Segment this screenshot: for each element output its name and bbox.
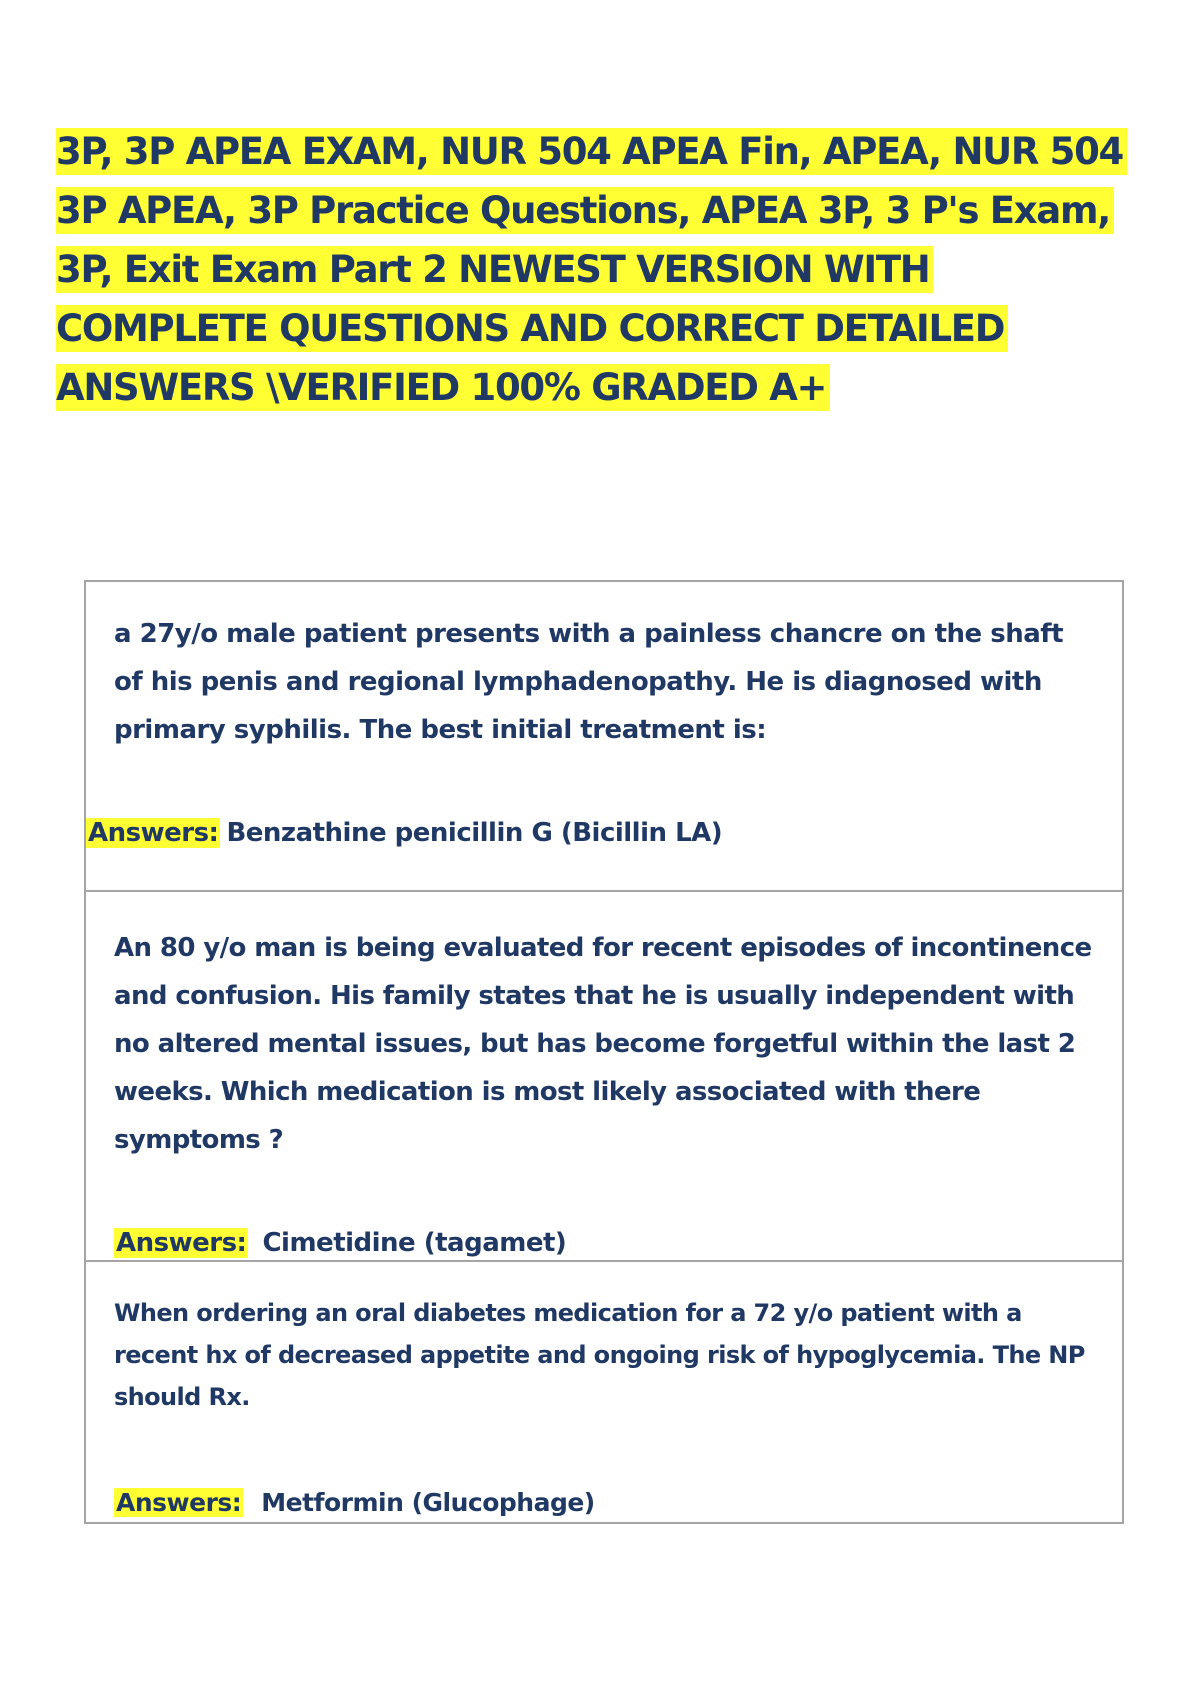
question-text: a 27y/o male patient presents with a painless chancre on the shaft of his penis and regional lymphadenopathy. He is diagnosed with primary syphilis. The best initial treatment is: [114,619,1063,745]
answer-text: Cimetidine (tagamet) [262,1228,567,1258]
answer-line [114,1486,595,1520]
qa-row [86,1260,1122,1522]
qa-row [86,890,1122,1260]
answer-label: Answers: [88,818,219,848]
answer-line [114,1226,566,1260]
qa-table [84,580,1124,1524]
answer-text: Benzathine penicillin G (Bicillin LA) [226,818,723,848]
answer-label: Answers: [116,1228,247,1258]
question-text: An 80 y/o man is being evaluated for recent episodes of incontinence and confusion. His family states that he is usually independent with no altered mental issues, but has become forgetful within the last 2 weeks. Which medication is most likely associated with there symptoms ? [114,933,1092,1155]
answer-text: Metformin (Glucophage) [261,1488,595,1517]
title-highlight: 3P, 3P APEA EXAM, NUR 504 APEA Fin, APEA, NUR 504 3P APEA, 3P Practice Questions, APEA 3P, 3 P's Exam, 3P, Exit Exam Part 2 NEWEST VERSION WITH COMPLETE QUESTIONS AND CORRECT DETAILED ANSWERS \VERIFIED 100% GRADED A+ [56,128,1127,411]
answer-line [86,816,722,850]
document-title [56,122,1136,417]
answer-label: Answers: [116,1488,242,1517]
question-text: When ordering an oral diabetes medication for a 72 y/o patient with a recent hx of decreased appetite and ongoing risk of hypoglycemia. The NP should Rx. [114,1299,1085,1411]
qa-row [86,582,1122,890]
